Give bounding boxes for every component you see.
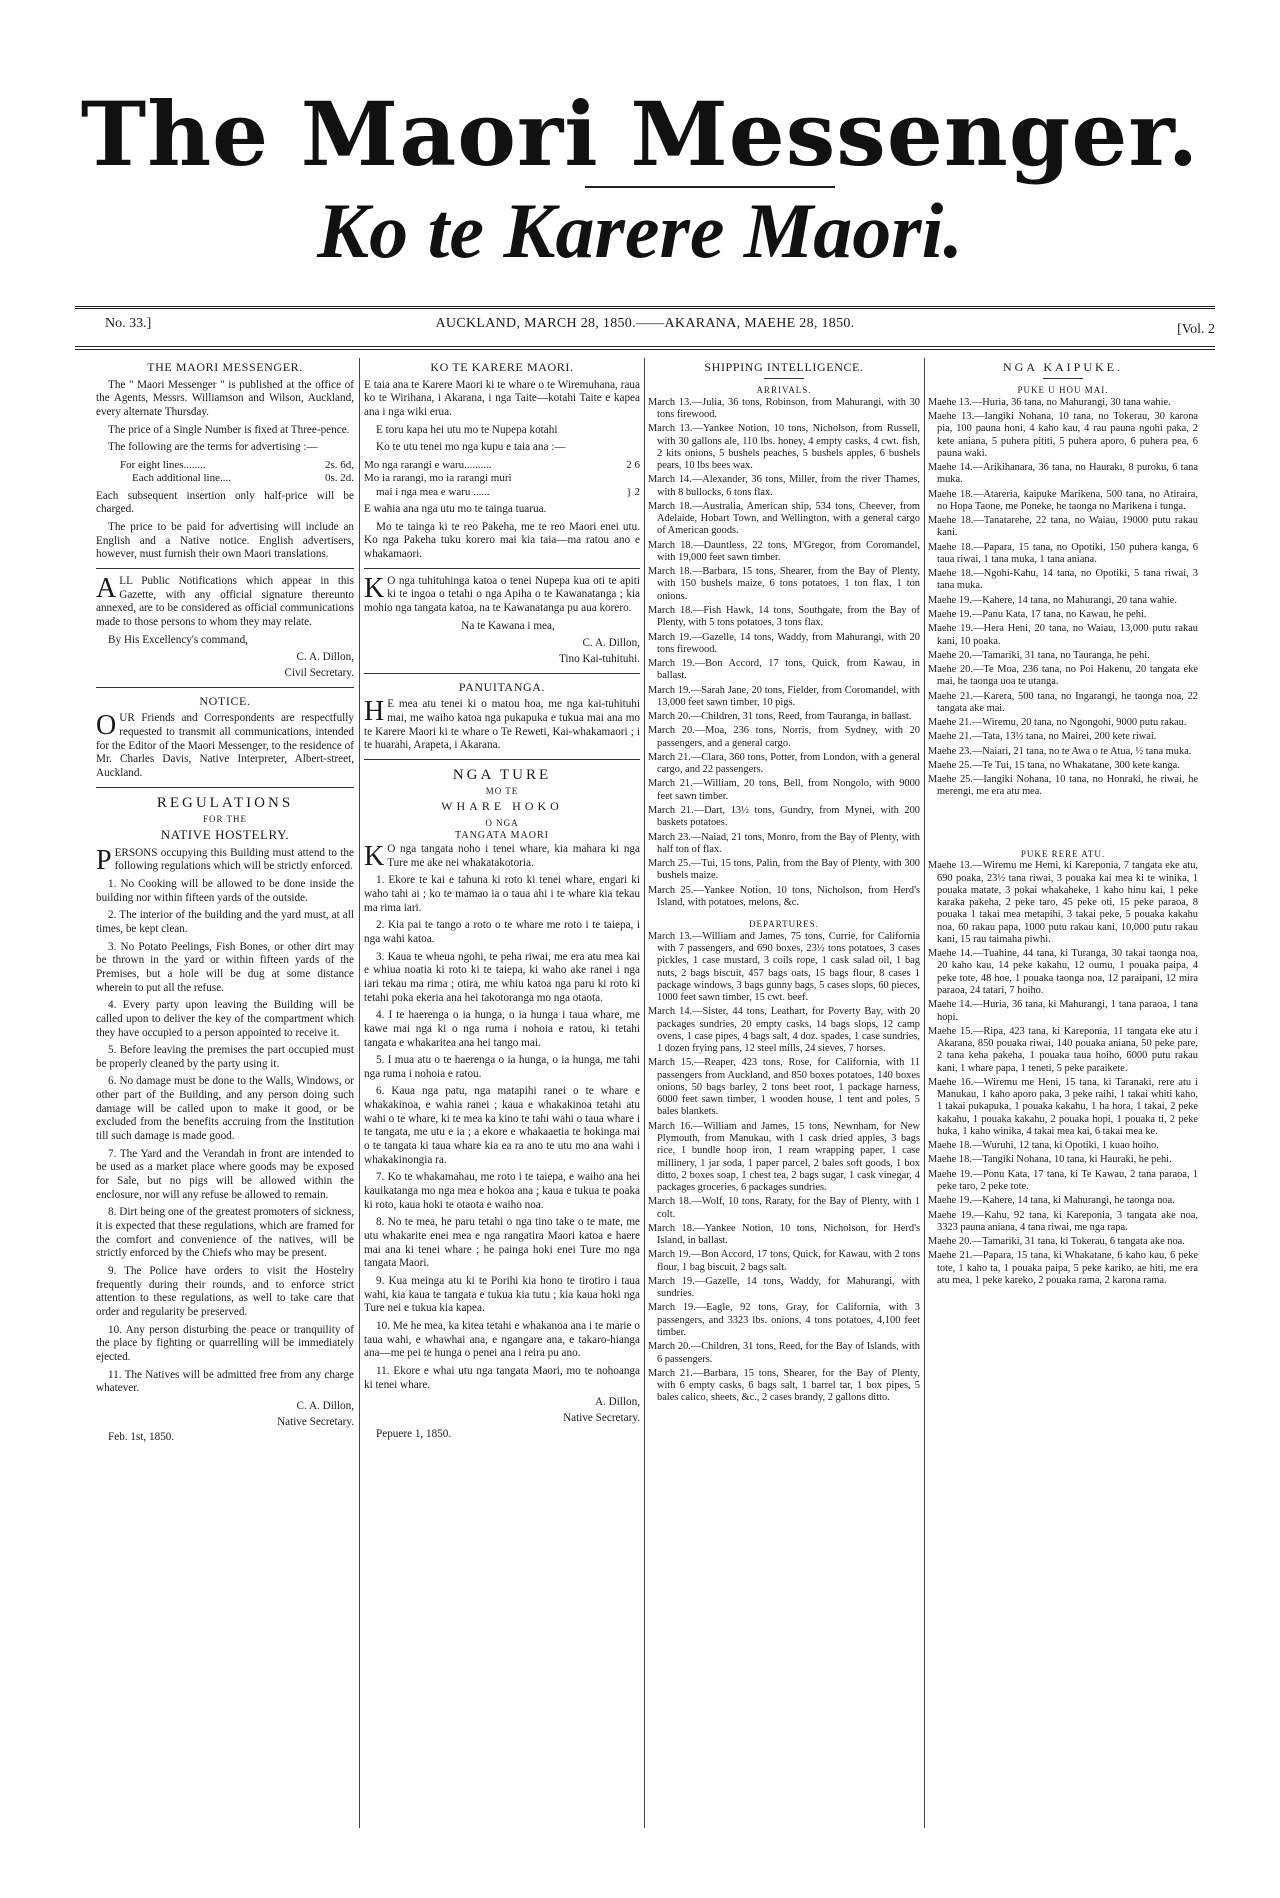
- rule-item: 10. Me he mea, ka kitea tetahi e whakanoa ana i te marie o taua wahi, e whawhai ana, e ngangare ana, e takaro-hianga ana—me pei te hunga o penei ana i reira pu ano.: [364, 1319, 640, 1360]
- paragraph: E toru kapa hei utu mo te Nupepa kotahi: [376, 423, 558, 436]
- divider: [364, 568, 640, 569]
- shipping-entry: March 18.—Wolf, 10 tons, Raraty, for the Bay of Plenty, with 1 colt.: [648, 1196, 920, 1220]
- shipping-entry: March 19.—Eagle, 92 tons, Gray, for California, with 3 passengers, and 3323 lbs. onions, 4 tons potatoes, 4,100 feet timber.: [648, 1302, 920, 1338]
- departures-list: [928, 860, 1198, 1287]
- paragraph: KO nga tuhituhinga katoa o tenei Nupepa kua oti te apiti ki te ingoa o tetahi o nga Apiha o te Kawanatanga ; kia mohio nga tangata katoa, na te Kawanatanga pu aua korero.: [364, 572, 640, 615]
- departures-list: [648, 931, 920, 1405]
- section-heading: WHARE HOKO: [441, 799, 563, 814]
- paragraph: HE mea atu tenei ki o matou hoa, me nga kai-tuhituhi mai, me waiho katoa nga pukapuka e tukua mai ana mo te Karere Maori ki te whare o Te Reweti, Kai-whakamaori ; i te huarahi, Arapeta, i Akarana.: [364, 696, 640, 752]
- rule-item: 7. Ko te whakamahau, me roto i te taiepa, e waiho ana hei kauikatanga mo nga mea e hokoa ana ; kaua e tukua te poaka ki roto, kaua hoki te otaota e waiho noa.: [364, 1171, 640, 1211]
- divider: [96, 787, 354, 788]
- shipping-entry: Maehe 19.—Ponu Kata, 17 tana, ki Te Kawau, 2 tana paraoa, 1 peke taro, 2 peke tote.: [928, 1168, 1198, 1192]
- rate-value: 2 6: [626, 458, 640, 471]
- shipping-entry: March 19.—Bon Accord, 17 tons, Quick, from Kawau, in ballast.: [648, 658, 920, 682]
- paragraph: OUR Friends and Correspondents are respectfully requested to transmit all communications, intended for the Editor of the Maori Messenger, to the residence of Mr. Charles Davis, Native Interpreter, Albert-street, Auckland.: [96, 710, 354, 779]
- shipping-entry: Maehe 21.—Karera, 500 tana, no Ingarangi, he taonga noa, 22 tangata ake mai.: [928, 690, 1198, 714]
- divider: [364, 673, 640, 674]
- shipping-entry: March 19.—Sarah Jane, 20 tons, Fielder, from Coromandel, with 13,000 feet sawn timber, 10 pigs.: [648, 684, 920, 708]
- paragraph: The price of a Single Number is fixed at Three-pence.: [108, 423, 350, 436]
- shipping-entry: Maehe 18.—Tanatarehe, 22 tana, no Waiau, 19000 putu rakau kani.: [928, 515, 1198, 539]
- paragraph: By His Excellency's command,: [108, 633, 248, 646]
- regulation-item: 6. No damage must be done to the Walls, Windows, or other part of the Building, and any person doing such damage will be called upon to make it good, or be excluded from the benefits accruing from the Institution till such damage is made good.: [96, 1075, 354, 1143]
- section-heading: REGULATIONS: [156, 794, 294, 811]
- arrivals-list: [648, 397, 920, 909]
- shipping-entry: March 16.—William and James, 15 tons, Newnham, for New Plymouth, from Manukau, with 1 cask dried apples, 3 bags rice, 1 bundle hoop iron, 1 ream wrapping paper, 1 case millinery, 1 jar soda, 1 paper parcel, 2 bales soft goods, 1 box ditto, 2 boxes soap, 1 chest tea, 2 bags sugar, 1 cask vinegar, 4 packages groceries, 6 packages sundries.: [648, 1120, 920, 1194]
- shipping-entry: Maehe 13.—Huria, 36 tana, no Mahurangi, 30 tana wahie.: [928, 396, 1171, 408]
- shipping-entry: March 21.—Barbara, 15 tons, Shearer, for the Bay of Plenty, with 6 empty casks, 6 bags salt, 1 barrel tar, 1 box pipes, 5 bales calico, sheets, &c., 2 cases brandy, 2 gallons ditto.: [648, 1367, 920, 1404]
- shipping-entry: Maehe 20.—Tamariki, 31 tana, ki Tokerau, 6 tangata ake noa.: [928, 1236, 1185, 1248]
- paragraph: The price to be paid for advertising will include an English and a Native notice. English advertisers, however, must furnish their own Maori translations.: [96, 521, 354, 561]
- signature-name: A. Dillon,: [594, 1396, 640, 1409]
- shipping-entry: March 20.—Children, 31 tons, Reed, from Tauranga, in ballast.: [648, 711, 912, 723]
- rule-item: 8. No te mea, he paru tetahi o nga tino take o te mate, me utu whakarite enei mea e nga rangatira Maori katoa e haere mai ana ki tenei whare ; he painga hoki enei Ture mo nga tangata Maori.: [364, 1216, 640, 1270]
- dateline-rule-top: [75, 306, 1215, 309]
- divider: [764, 378, 804, 379]
- regulation-item: 8. Dirt being one of the greatest promoters of sickness, it is expected that these regulations, which are framed for the comfort and convenience of the natives, will be strictly enforced by the Chiefs who may be present.: [96, 1206, 354, 1260]
- paragraph: The " Maori Messenger " is published at the office of the Agents, Messrs. Williamson and Wilson, Auckland, every alternate Thursday.: [96, 378, 354, 418]
- shipping-entry: Maehe 21.—Papara, 15 tana, ki Whakatane, 6 kaho kau, 6 peke tote, 1 kaho ta, 1 pouaka paipa, 5 peke kariko, ae hiti, me era atu mea, 1 peke kareko, 2 pouaka rama, 2 karona rama.: [928, 1250, 1198, 1286]
- regulation-item: 7. The Yard and the Verandah in front are intended to be used as a market place where goods may be exposed for Sale, but no pigs will be allowed within the enclosure, nor will any refuse be allowed to remain.: [96, 1147, 354, 1201]
- shipping-entry: March 25.—Yankee Notion, 10 tons, Nicholson, from Herd's Island, with potatoes, melons, &c.: [648, 884, 920, 908]
- shipping-entry: March 20.—Children, 31 tons, Reed, for the Bay of Islands, with 6 passengers.: [648, 1341, 920, 1365]
- rate-label: mai i nga mea e waru ......: [376, 485, 490, 498]
- shipping-entry: March 18.—Fish Hawk, 14 tons, Southgate, from the Bay of Plenty, with 5 tons potatoes, 3 tons flax.: [648, 605, 920, 629]
- regulation-item: 3. No Potato Peelings, Fish Bones, or other dirt may be thrown in the yard or within fifteen yards of the Premises, but a hole will be dug at some distance wherein to put all the refuse.: [96, 940, 354, 994]
- shipping-entry: March 20.—Moa, 236 tons, Norris, from Sydney, with 20 passengers, and a general cargo.: [648, 725, 920, 749]
- divider: [1043, 378, 1083, 379]
- column-english-notices: [96, 358, 354, 1449]
- signature-title: Native Secretary.: [277, 1415, 354, 1428]
- date-line: Feb. 1st, 1850.: [108, 1431, 175, 1444]
- shipping-entry: March 18.—Yankee Notion, 10 tons, Nicholson, for Herd's Island, in ballast.: [648, 1222, 920, 1247]
- shipping-entry: Maehe 25.—Te Tui, 15 tana, no Whakatane, 300 kete kanga.: [928, 759, 1180, 771]
- shipping-entry: March 19.—Gazelle, 14 tons, Waddy, from Mahurangi, with 20 tons firewood.: [648, 631, 920, 655]
- shipping-entry: Maehe 19.—Hera Heni, 20 tana, no Waiau, 13,000 putu rakau kani, 10 poaka.: [928, 623, 1198, 647]
- section-heading: THE MAORI MESSENGER.: [147, 360, 303, 374]
- subheading: DEPARTURES.: [749, 919, 819, 930]
- shipping-entry: March 13.—Yankee Notion, 10 tons, Nicholson, from Russell, with 30 gallons ale, 110 lbs. honey, 4 empty casks, 4 cwt. fish, 2 kits onions, 5 bushels peaches, 5 bushels apples, 6 bushels pears, 10 lbs bees wax.: [648, 423, 920, 472]
- paragraph: E taia ana te Karere Maori ki te whare o te Wiremuhana, raua ko te Wirihana, i Akarana, i nga Taite—kotahi Taite e kapea ana i nga wiki erua.: [364, 378, 640, 418]
- arrivals-list: [928, 397, 1198, 799]
- shipping-entry: March 18.—Dauntless, 22 tons, M'Gregor, from Coromandel, with 19,000 feet sawn timber.: [648, 539, 920, 563]
- advertising-rates: [96, 459, 354, 486]
- shipping-entry: Maehe 15.—Ripa, 423 tana, ki Kareponia, 11 tangata eke atu i Akarana, 850 pouaka riwai, 140 pouaka aniana, 50 peke pare, 2 tana keha pakeha, 1 pouaka taua hoiho, 6000 putu rakau kani, 1 whare papa, 1 teneti, 5 peke paraikete.: [928, 1025, 1198, 1074]
- regulation-item: 5. Before leaving the premises the part occupied must be properly cleaned by the party using it.: [96, 1044, 354, 1070]
- rule-item: 4. I te haerenga o ia hunga, o ia hunga i taua whare, me kawe mai nga ki o nga ruma i nohoia e ratou, ki tetahi tangata e whakaritea ana hei tango mai.: [364, 1009, 640, 1049]
- subheading: TANGATA MAORI: [455, 829, 549, 841]
- subheading: PUKE RERE ATU.: [1020, 848, 1106, 859]
- paragraph: The following are the terms for advertising :—: [108, 441, 318, 454]
- rule-item: 3. Kaua te wheua ngohi, te peha riwai, me era atu mea kai e whiua noatia ki roto ki te taiepa, ki waho ake ranei i nga iari tekau ma rima ; otira, me whiu katoa nga paru ki roto ki tetahi poka ekeria ana hei takotoranga mo nga otaota.: [364, 950, 640, 1004]
- shipping-entry: Maehe 19.—Panu Kata, 17 tana, no Kawau, he pehi.: [928, 609, 1147, 621]
- rate-label: Mo ia rarangi, mo ia rarangi muri: [364, 472, 512, 485]
- paragraph: Mo te tainga ki te reo Pakeha, me te reo Maori enei utu. Ko nga Pakeha tuku korero mai kia taia—ma ratou ano e whakamaori.: [364, 520, 640, 561]
- paragraph: KO nga tangata noho i tenei whare, kia mahara ki nga Ture me ake nei whakatakotoria.: [364, 840, 640, 872]
- rate-label: Mo nga rarangi e waru..........: [364, 458, 492, 471]
- shipping-entry: Maehe 14.—Huria, 36 tana, ki Mahurangi, 1 tana paraoa, 1 tana hopi.: [928, 999, 1198, 1023]
- paragraph: Na te Kawana i mea,: [461, 619, 555, 632]
- shipping-entry: Maehe 20.—Tamariki, 31 tana, no Tauranga, he pehi.: [928, 649, 1150, 661]
- subheading: MO TE: [485, 786, 519, 797]
- paragraph: PERSONS occupying this Building must attend to the following regulations which will be strictly enforced.: [96, 844, 354, 876]
- shipping-entry: Maehe 14.—Tuahine, 44 tana, ki Turanga, 30 takai taonga noa, 20 kaho kau, 14 peke kakahu, 12 oumu, 1 pouaka paipa, 4 peke tote, 48 hoe, 1 pouaka taonga noa, 12 paraipani, 12 mira paraoa, 24 tatari, 7 hoiho.: [928, 948, 1198, 996]
- shipping-entry: Maehe 18.—Papara, 15 tana, no Opotiki, 150 puhera kanga, 6 taua riwai, 1 tana muka, 1 tana aniana.: [928, 541, 1198, 565]
- column-shipping-intelligence: [648, 358, 920, 1407]
- subheading: O NGA: [485, 817, 519, 828]
- shipping-entry: Maehe 13.—Iangiki Nohana, 10 tana, no Tokerau, 30 karona pia, 100 pauna honi, 4 kaho kau, 4 rau pauna ngohi paka, 2 kete aniana, 5 puhera pititi, 5 puhera aporo, 6 puhera pea, 6 pauna waki.: [928, 411, 1198, 459]
- regulation-item: 11. The Natives will be admitted free from any charge whatever.: [96, 1368, 354, 1395]
- rate-label: For eight lines........: [120, 458, 206, 471]
- regulation-item: 9. The Police have orders to visit the Hostelry frequently during their rounds, and to enforce strict attention to these regulations, as well to take care that order and regularity be preserved.: [96, 1265, 354, 1318]
- subheading: PUKE U HOU MAI.: [1017, 385, 1109, 396]
- section-heading: SHIPPING INTELLIGENCE.: [704, 360, 864, 374]
- shipping-entry: March 25.—Tui, 15 tons, Palin, from the Bay of Plenty, with 300 bushels maize.: [648, 858, 920, 882]
- newspaper-title-english: The Maori Messenger.: [80, 82, 1200, 186]
- dateline: [75, 316, 1215, 340]
- advertising-rates: [364, 459, 640, 499]
- column-rule: [359, 358, 360, 1828]
- section-heading: KO TE KARERE MAORI.: [430, 360, 574, 374]
- shipping-entry: Maehe 18.—Ngohi-Kahu, 14 tana, no Opotiki, 5 tana riwai, 3 tana muka.: [928, 568, 1198, 592]
- shipping-entry: March 18.—Australia, American ship, 534 tons, Cheever, from Adelaide, Hobart Town, and Wellington, with a general cargo of American goods.: [648, 500, 920, 537]
- rule-item: 6. Kaua nga patu, nga matapihi ranei o te whare e whakakinoa, e wahia ranei ; kaua e whakakinoa tetahi atu wahi o te whare, ki te mea ka kino te tahi wahi o taua whare i te tangata, me utu e ia ; a ekore e whakaaetia te hokinga mai o te tangata ki taua whare kia ea ra ano te utu mo ana wahi i whakakinongia ra.: [364, 1085, 640, 1166]
- shipping-entry: Maehe 21.—Tata, 13½ tana, no Mairei, 200 kete riwai.: [928, 731, 1157, 743]
- shipping-entry: March 19.—Bon Accord, 17 tons, Quick, for Kawau, with 2 tons flour, 1 bag biscuit, 2 bags salt.: [648, 1249, 920, 1273]
- shipping-entry: Maehe 19.—Kahere, 14 tana, ki Mahurangi, he taonga noa.: [928, 1195, 1175, 1207]
- issue-number: No. 33.]: [105, 316, 152, 331]
- shipping-entry: March 19.—Gazelle, 14 tons, Waddy, for Mahurangi, with sundries.: [648, 1275, 920, 1300]
- column-nga-kaipuke: [928, 358, 1198, 1289]
- newspaper-title-maori: Ko te Karere Maori.: [317, 187, 963, 274]
- volume-number: [Vol. 2: [1177, 322, 1215, 337]
- signature-name: C. A. Dillon,: [582, 637, 640, 650]
- subheading: ARRIVALS.: [756, 385, 812, 396]
- masthead: [0, 82, 1280, 274]
- shipping-entry: March 21.—Clara, 360 tons, Potter, from London, with a general cargo, and 22 passengers.: [648, 751, 920, 776]
- paragraph: Each subsequent insertion only half-price will be charged.: [96, 489, 354, 516]
- subheading: FOR THE: [202, 813, 248, 824]
- shipping-entry: March 14.—Alexander, 36 tons, Miller, from the river Thames, with 8 bullocks, 6 tons flax.: [648, 474, 920, 498]
- rate-value: 0s. 2d.: [324, 472, 354, 485]
- regulation-item: 2. The interior of the building and the yard must, at all times, be kept clean.: [96, 909, 354, 935]
- shipping-entry: Maehe 18.—Wuruhi, 12 tana, ki Opotiki, 1 kuao hoiho.: [928, 1140, 1159, 1152]
- dateline-rule-bottom: [75, 346, 1215, 350]
- shipping-entry: Maehe 23.—Naiari, 21 tana, no te Awa o te Atua, ½ tana muka.: [928, 745, 1192, 757]
- rate-value: } 2: [626, 485, 640, 498]
- rule-item: 9. Kua meinga atu ki te Porihi kia hono te tirotiro i taua wahi, kia kaua te tangata e tukua kia tutu ; kia kaua hoki nga Ture nei e tukua kia kapea.: [364, 1275, 640, 1315]
- signature-title: Native Secretary.: [563, 1411, 640, 1424]
- shipping-entry: Maehe 25.—Iangiki Nohana, 10 tana, no Honraki, he riwai, he merengi, me era atu mea.: [928, 774, 1198, 798]
- shipping-entry: Maehe 20.—Te Moa, 236 tana, no Poi Hakenu, 20 tangata eke mai, he taonga uoa te utanga.: [928, 664, 1198, 688]
- section-heading: PANUITANGA.: [458, 679, 546, 694]
- signature-title: Civil Secretary.: [284, 666, 354, 679]
- shipping-entry: Maehe 19.—Kahere, 14 tana, no Mahurangi, 20 tana wahie.: [928, 594, 1177, 606]
- shipping-entry: March 18.—Barbara, 15 tons, Shearer, from the Bay of Plenty, with 150 bushels maize, 6 tons potatoes, 1 ton flax, 1 ton onions.: [648, 566, 920, 602]
- divider: [364, 759, 640, 760]
- column-rule: [644, 358, 645, 1828]
- shipping-entry: March 13.—William and James, 75 tons, Currie, for California with 7 passengers, and 690 boxes, 23½ tons potatoes, 3 cases pickles, 1 case mustard, 3 coils rope, 1 cask salad oil, 1 bag nuts, 2 bags biscuit, 457 bags oats, 15 bags flour, 8 cases 1 package windows, 3 bags gunny bags, 5 cases slops, 60 pieces, 1000 feet sawn timber, 15 cwt. beef.: [648, 930, 920, 1004]
- shipping-entry: Maehe 13.—Wiremu me Hemi, ki Kareponia, 7 tangata eke atu, 690 poaka, 23½ tana riwai, 3 pouaka kai mea ki te winika, 1 pouaka matate, 3 pokai whakaheke, 1 kaho hinu kai, 1 peke karaka pakeha, 2 peke taro, 45 peke oti, 15 peke paraoa, 8 pouaka 1 takai mea metapihi, 3 takai peke, 5 pouaka kakahu noa, 60 rakau papa, 1000 putu rakau kani, 10,000 putu rakau kani, 15 rau taimaha piwhi.: [928, 860, 1198, 945]
- signature-title: Tino Kai-tuhituhi.: [558, 653, 640, 666]
- regulation-item: 4. Every party upon leaving the Building will be called upon to deliver the key of the compartment which they have occupied to a person appointed to receive it.: [96, 999, 354, 1039]
- divider: [96, 568, 354, 569]
- rule-item: 11. Ekore e whai utu nga tangata Maori, mo te nohoanga ki tenei whare.: [364, 1364, 640, 1391]
- place-date: AUCKLAND, MARCH 28, 1850.——AKARANA, MAEHE 28, 1850.: [435, 316, 855, 331]
- shipping-entry: March 15.—Reaper, 423 tons, Rose, for California, with 11 passengers from Auckland, and 850 boxes potatoes, 140 boxes onions, 50 bags barley, 2 tons beet root, 1 package harness, 6000 feet sawn timber, 1 wooden house, 1 tent and poles, 5 bales blankets.: [648, 1057, 920, 1118]
- regulation-item: 1. No Cooking will be allowed to be done inside the building nor within fifteen yards of the outside.: [96, 877, 354, 904]
- shipping-entry: Maehe 19.—Kahu, 92 tana, ki Kareponia, 3 tangata ake noa, 3323 pauna aniana, 4 tana riwai, me nga rapa.: [928, 1209, 1198, 1233]
- shipping-entry: Maehe 14.—Arikihanara, 36 tana, no Haurakı, 8 puroku, 6 tana muka.: [928, 462, 1198, 486]
- shipping-entry: March 21.—Dart, 13½ tons, Gundry, from Mynei, with 200 baskets potatoes.: [648, 805, 920, 829]
- rule-item: 1. Ekore te kai e tahuna ki roto ki tenei whare, engari ki waho tahi ai ; ko te mamao ia o taua ahi i te whare kia tekau ma rima iari.: [364, 874, 640, 914]
- section-heading: NATIVE HOSTELRY.: [160, 826, 290, 842]
- shipping-entry: Maehe 21.—Wiremu, 20 tana, no Ngongohi, 9000 putu rakau.: [928, 717, 1187, 729]
- paragraph: ALL Public Notifications which appear in this Gazette, with any official signature thereunto annexed, are to be considered as official communications made to those persons to whom they may relate.: [96, 573, 354, 628]
- shipping-entry: Maehe 18.—Atareria, kaipuke Marikena, 500 tana, no Atiraira, no Hopa Taone, me Poneke, he taonga no Marikena i tunga.: [928, 488, 1198, 512]
- date-line: Pepuere 1, 1850.: [376, 1427, 452, 1440]
- column-maori-notices: [364, 358, 640, 1445]
- shipping-entry: March 14.—Sister, 44 tons, Leathart, for Poverty Bay, with 20 packages sundries, 20 empty casks, 14 bags slops, 12 camp ovens, 1 case pipes, 4 bags salt, 4 doz. spades, 1 case sundries, 1 dozen frying pans, 12 steel mills, 24 sieves, 7 horses.: [648, 1006, 920, 1055]
- paragraph: Ko te utu tenei mo nga kupu e taia ana :—: [376, 441, 566, 454]
- rule-item: 2. Kia pai te tango a roto o te whare me roto i te taiepa, i nga wahi katoa.: [364, 919, 640, 945]
- rate-label: Each additional line....: [132, 472, 231, 485]
- regulation-item: 10. Any person disturbing the peace or tranquility of the place by fighting or quarrelling will be immediately ejected.: [96, 1323, 354, 1363]
- paragraph: E wahia ana nga utu mo te tainga tuarua.: [364, 503, 547, 516]
- shipping-entry: March 13.—Julia, 36 tons, Robinson, from Mahurangi, with 30 tons firewood.: [648, 396, 920, 421]
- shipping-entry: March 23.—Naiad, 21 tons, Monro, from the Bay of Plenty, with half ton of flax.: [648, 831, 920, 855]
- section-heading: NOTICE.: [199, 693, 251, 708]
- signature-name: C. A. Dillon,: [296, 1399, 354, 1412]
- rule-item: 5. I mua atu o te haerenga o ia hunga, o ia hunga, me tahi nga ruma i nohoia e ratou.: [364, 1054, 640, 1080]
- shipping-entry: Maehe 18.—Tangiki Nohana, 10 tana, ki Hauraki, he pehi.: [928, 1154, 1172, 1166]
- shipping-entry: March 21.—William, 20 tons, Bell, from Nongolo, with 9000 feet sawn timber.: [648, 778, 920, 802]
- signature-name: C. A. Dillon,: [296, 651, 354, 664]
- divider: [96, 687, 354, 688]
- section-heading: NGA TURE: [452, 766, 552, 783]
- title-rule: [585, 186, 835, 188]
- shipping-entry: Maehe 16.—Wiremu me Heni, 15 tana, ki Taranaki, rere atu i Manukau, 1 kaho aporo paka, 3 peke raihi, 1 takai whiti kaho, 1 takai pukapuka, 1 pouaka kakahu, 1 ha hora, 1 takai, 2 peke kakahu, 1 pouaka kakahu, 2 pouaka hopi, 1 pouaka ti, 2 peke huka, 1 kaho winika, 4 takai mea kai, 6 takai mea ke.: [928, 1076, 1198, 1137]
- section-heading: NGA KAIPUKE.: [1003, 360, 1123, 374]
- rate-value: 2s. 6d,: [324, 458, 354, 471]
- column-rule: [924, 358, 925, 1828]
